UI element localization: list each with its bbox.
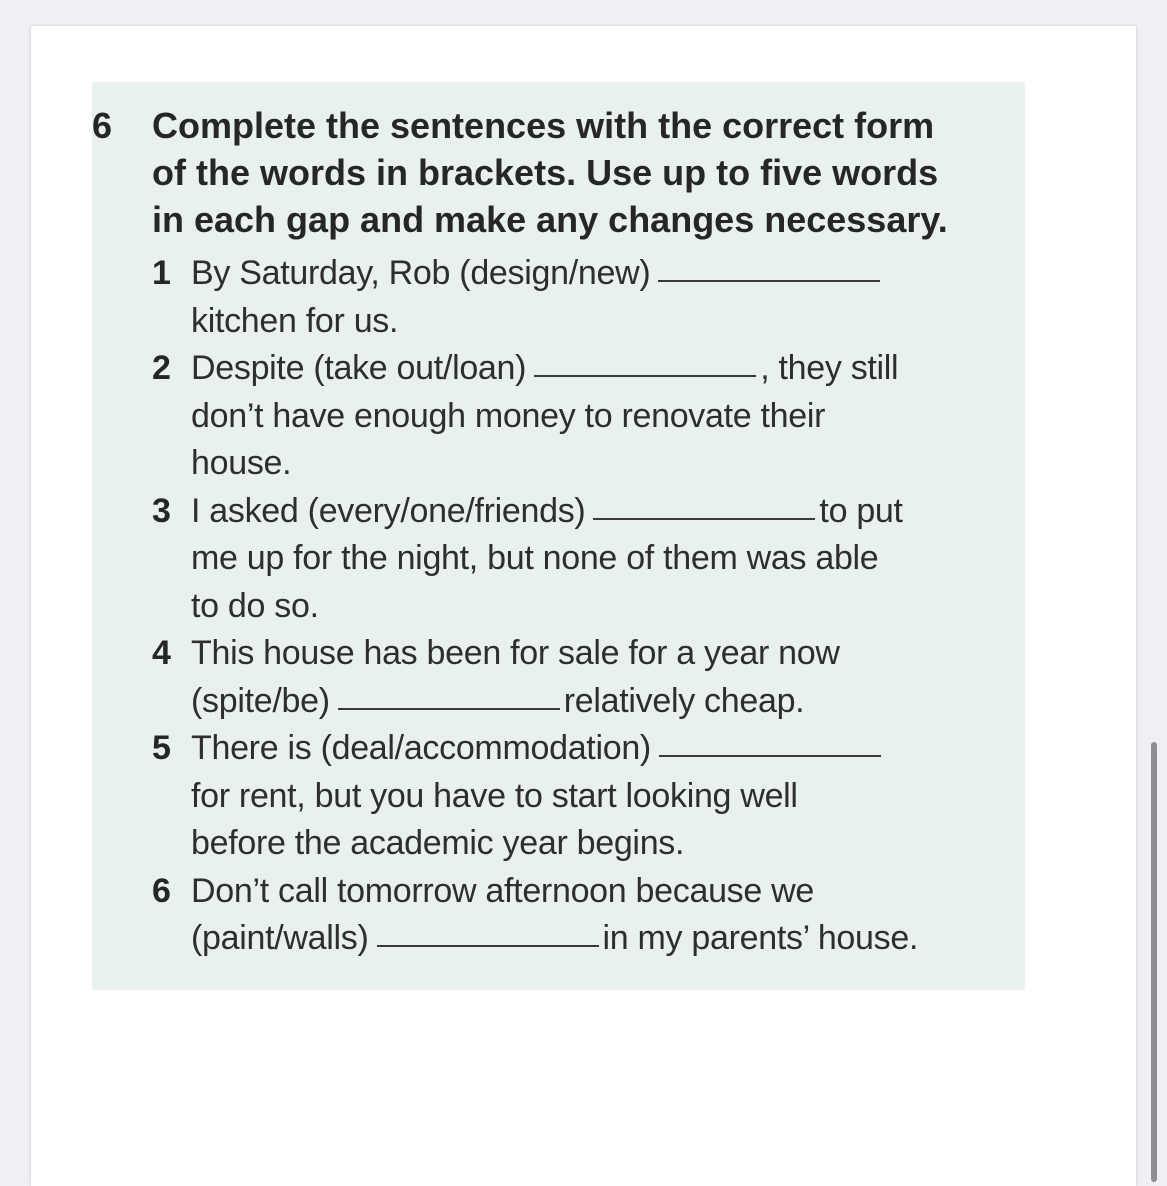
- item-text: for rent, but you have to start looking well: [191, 776, 798, 815]
- item-text: kitchen for us.: [191, 301, 399, 340]
- answer-gap[interactable]: [658, 279, 880, 282]
- item-line: [191, 393, 1012, 441]
- item-text: I asked (every/one/friends): [191, 491, 586, 530]
- exercise-instruction: [152, 102, 1002, 243]
- item-number: 4: [152, 634, 171, 672]
- item-text: to do so.: [191, 586, 319, 625]
- item-text: house.: [191, 444, 292, 482]
- item-text: (spite/be): [191, 681, 330, 720]
- item-line: [191, 915, 1012, 963]
- item-line: [191, 535, 1012, 583]
- exercise-items-list: [152, 250, 1012, 963]
- item-text: By Saturday, Rob (design/new): [191, 254, 651, 292]
- item-line: [191, 725, 1012, 773]
- instruction-line: of the words in brackets. Use up to five words: [152, 152, 939, 193]
- item-text: me up for the night, but none of them was able: [191, 539, 879, 577]
- item-text: don’t have enough money to renovate their: [191, 396, 826, 435]
- item-number: 2: [152, 349, 171, 387]
- item-text: (paint/walls): [191, 919, 369, 957]
- item-line: [191, 583, 1012, 631]
- answer-gap[interactable]: [377, 944, 599, 947]
- item-text: This house has been for sale for a year now: [191, 634, 840, 672]
- item-text: before the academic year begins.: [191, 824, 685, 862]
- item-line: [191, 630, 1012, 678]
- answer-gap[interactable]: [534, 374, 756, 377]
- item-line: [191, 250, 1012, 298]
- item-line: [191, 345, 1012, 393]
- instruction-line: Complete the sentences with the correct form: [152, 105, 935, 146]
- vertical-scrollbar[interactable]: [1151, 742, 1157, 1182]
- item-number: 1: [152, 254, 171, 292]
- item-number: 6: [152, 871, 171, 910]
- item-line: [191, 773, 1012, 821]
- item-number: 5: [152, 729, 171, 767]
- item-line: [191, 678, 1012, 726]
- item-line: [191, 440, 1012, 488]
- item-text-after: in my parents’ house.: [602, 919, 919, 957]
- exercise-item-6: [152, 868, 1012, 963]
- item-text: Don’t call tomorrow afternoon because we: [191, 871, 814, 910]
- answer-gap[interactable]: [593, 517, 815, 520]
- item-line: [191, 868, 1012, 916]
- item-line: [191, 820, 1012, 868]
- item-text: There is (deal/accommodation): [191, 729, 651, 767]
- exercise-item-2: [152, 345, 1012, 488]
- exercise-item-4: [152, 630, 1012, 725]
- exercise-item-5: [152, 725, 1012, 868]
- exercise-item-3: [152, 488, 1012, 631]
- exercise-box: [92, 82, 1025, 990]
- exercise-number: 6: [92, 105, 113, 146]
- exercise-item-1: [152, 250, 1012, 345]
- answer-gap[interactable]: [659, 754, 881, 757]
- instruction-line: in each gap and make any changes necessary.: [152, 199, 948, 240]
- item-text-after: , they still: [760, 349, 899, 387]
- item-text-after: to put: [819, 491, 903, 530]
- item-text-after: relatively cheap.: [563, 681, 805, 720]
- document-page: [31, 26, 1136, 1186]
- item-text: Despite (take out/loan): [191, 349, 527, 387]
- item-number: 3: [152, 491, 171, 530]
- item-line: [191, 488, 1012, 536]
- answer-gap[interactable]: [338, 707, 560, 710]
- item-line: [191, 298, 1012, 346]
